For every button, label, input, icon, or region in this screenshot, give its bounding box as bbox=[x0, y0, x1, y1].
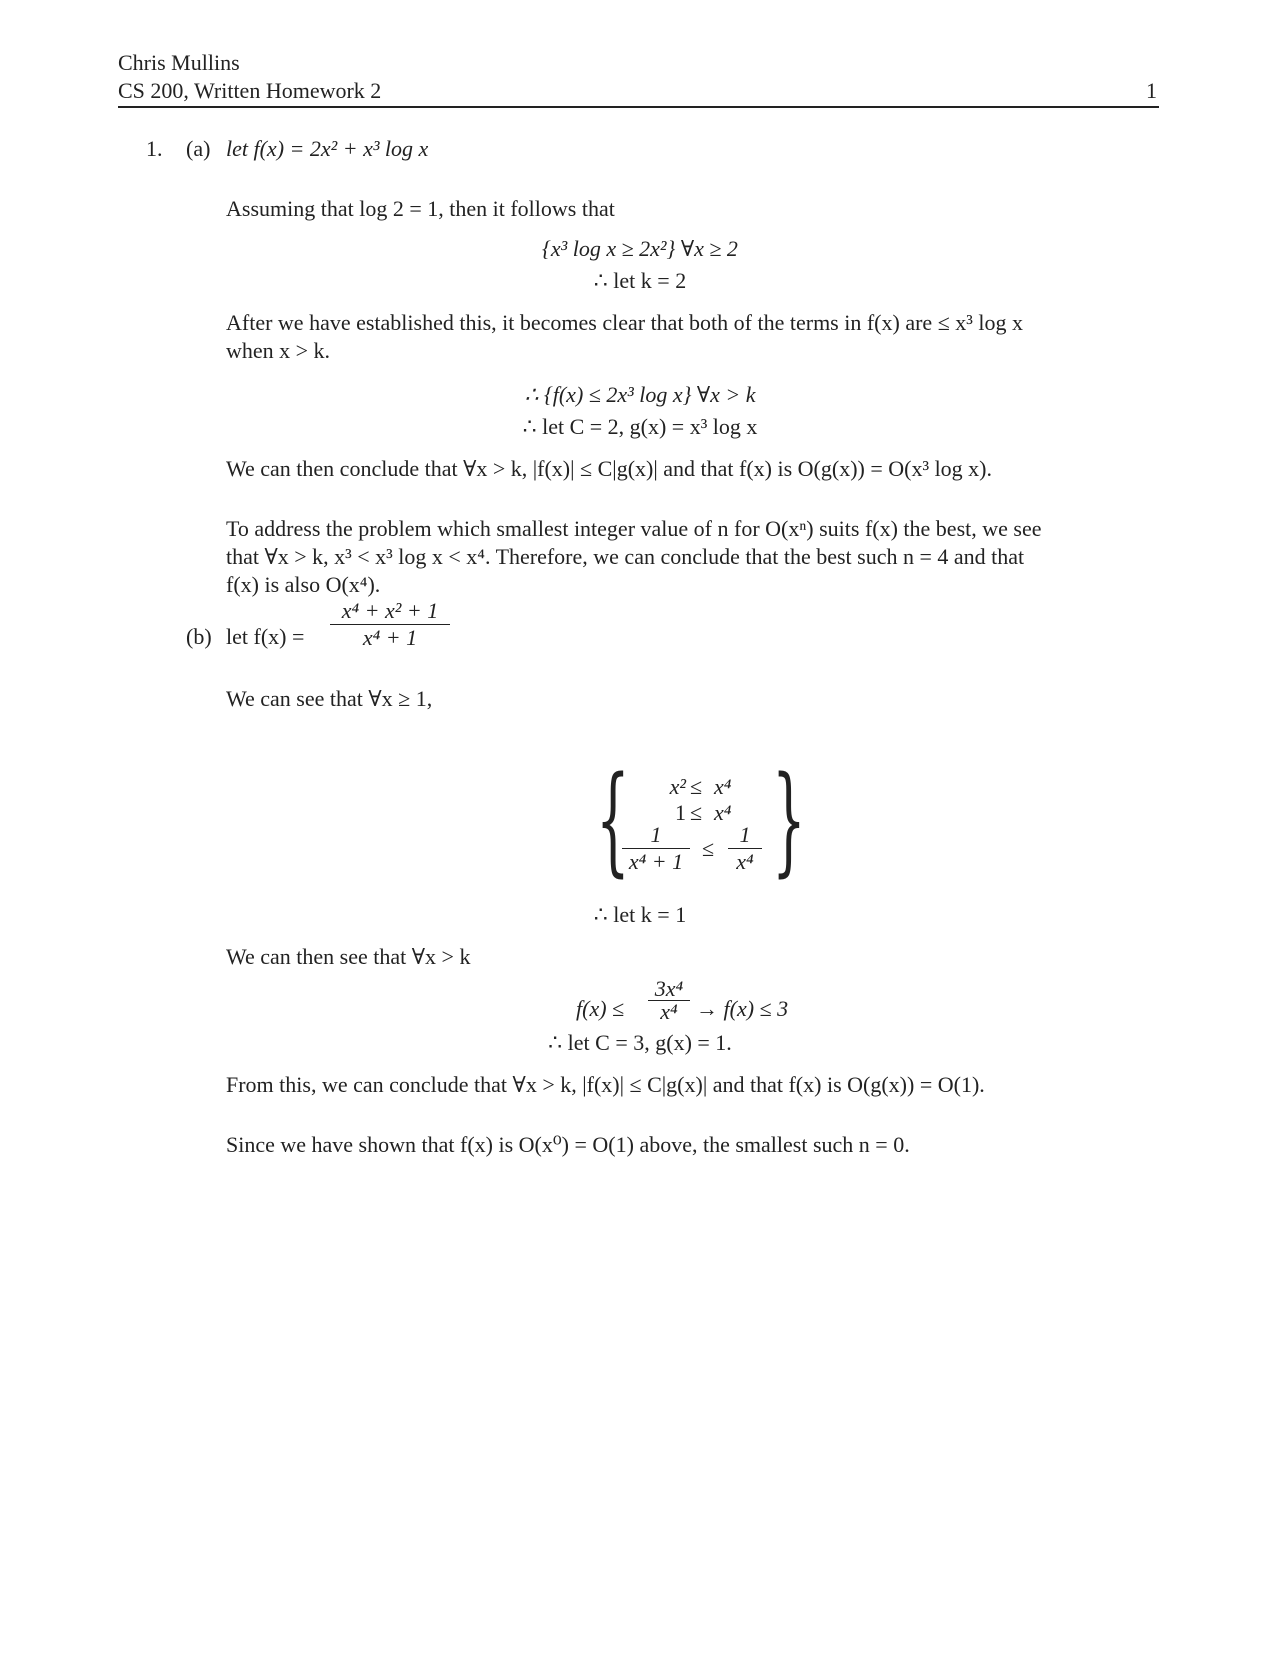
right-brace: } bbox=[772, 750, 806, 888]
system-row-3-relation: ≤ bbox=[702, 836, 715, 861]
part-b-bound-prefix: f(x) ≤ bbox=[576, 996, 625, 1021]
part-b-statement-prefix: let f(x) = bbox=[226, 624, 305, 649]
system-row-2-right: x⁴ bbox=[714, 800, 732, 825]
part-a-let-k: ∴ let k = 2 bbox=[593, 268, 687, 293]
part-a-statement: let f(x) = 2x² + x³ log x bbox=[226, 136, 429, 161]
system-row-3-left-numerator: 1 bbox=[650, 822, 662, 847]
course-title: CS 200, Written Homework 2 bbox=[118, 78, 382, 103]
part-a-best-n-line-2: that ∀x > k, x³ < x³ log x < x⁴. Therefore, we can conclude that the best such n = 4 and that bbox=[226, 544, 1025, 569]
part-a-paragraph-line-2: when x > k. bbox=[226, 338, 331, 363]
part-b-bound-suffix: → f(x) ≤ 3 bbox=[696, 996, 789, 1021]
part-a-inequality-1: {x³ log x ≥ 2x²} ∀x ≥ 2 bbox=[542, 236, 738, 261]
system-row-3-right-numerator: 1 bbox=[739, 822, 751, 847]
left-brace: { bbox=[596, 750, 630, 888]
part-b-let-C: ∴ let C = 3, g(x) = 1. bbox=[548, 1030, 732, 1055]
part-b-bound-fraction bbox=[648, 978, 690, 1023]
part-a-label: (a) bbox=[186, 136, 211, 161]
page-number: 1 bbox=[1146, 78, 1157, 103]
system-row-3-left-fraction bbox=[622, 822, 690, 875]
part-b-label: (b) bbox=[186, 624, 212, 649]
part-b-bound-numerator: 3x⁴ bbox=[654, 976, 684, 1001]
system-row-1-right: x⁴ bbox=[714, 774, 732, 799]
part-b-fraction bbox=[330, 598, 450, 651]
part-b-see-that: We can see that ∀x ≥ 1, bbox=[226, 686, 433, 711]
header-rule bbox=[118, 106, 1159, 108]
system-row-3-left-denominator: x⁴ + 1 bbox=[622, 848, 690, 875]
part-b-then-see: We can then see that ∀x > k bbox=[226, 944, 471, 969]
part-a-paragraph-line-1: After we have established this, it becomes clear that both of the terms in f(x) are ≤ x³ log x bbox=[226, 310, 1023, 335]
part-a-conclusion: We can then conclude that ∀x > k, |f(x)| ≤ C|g(x)| and that f(x) is O(g(x)) = O(x³ log x). bbox=[226, 456, 993, 481]
part-a-best-n-line-1: To address the problem which smallest integer value of n for O(xⁿ) suits f(x) the best, we see bbox=[226, 516, 1042, 541]
part-b-bound-denominator: x⁴ bbox=[648, 1000, 690, 1023]
part-b-let-k: ∴ let k = 1 bbox=[593, 902, 687, 927]
system-row-1-relation: ≤ bbox=[690, 774, 703, 799]
part-a-best-n-line-3: f(x) is also O(x⁴). bbox=[226, 572, 381, 597]
system-row-2-relation: ≤ bbox=[690, 800, 703, 825]
part-b-fraction-numerator: x⁴ + x² + 1 bbox=[341, 598, 439, 623]
system-row-1-left: x² bbox=[669, 774, 686, 799]
part-b-fraction-denominator: x⁴ + 1 bbox=[330, 624, 450, 651]
part-b-smallest-n: Since we have shown that f(x) is O(x⁰) = O(1) above, the smallest such n = 0. bbox=[226, 1132, 910, 1157]
part-a-let-C: ∴ let C = 2, g(x) = x³ log x bbox=[522, 414, 758, 439]
problem-number: 1. bbox=[146, 136, 163, 161]
system-row-2-left: 1 bbox=[675, 800, 686, 825]
part-a-assumption: Assuming that log 2 = 1, then it follows that bbox=[226, 196, 615, 221]
part-b-conclusion: From this, we can conclude that ∀x > k, |f(x)| ≤ C|g(x)| and that f(x) is O(g(x)) = O(1). bbox=[226, 1072, 985, 1097]
author-name: Chris Mullins bbox=[118, 50, 240, 75]
part-a-inequality-2: ∴ {f(x) ≤ 2x³ log x} ∀x > k bbox=[524, 382, 756, 407]
system-row-3-right-fraction bbox=[728, 822, 762, 875]
system-row-3-right-denominator: x⁴ bbox=[728, 848, 762, 875]
